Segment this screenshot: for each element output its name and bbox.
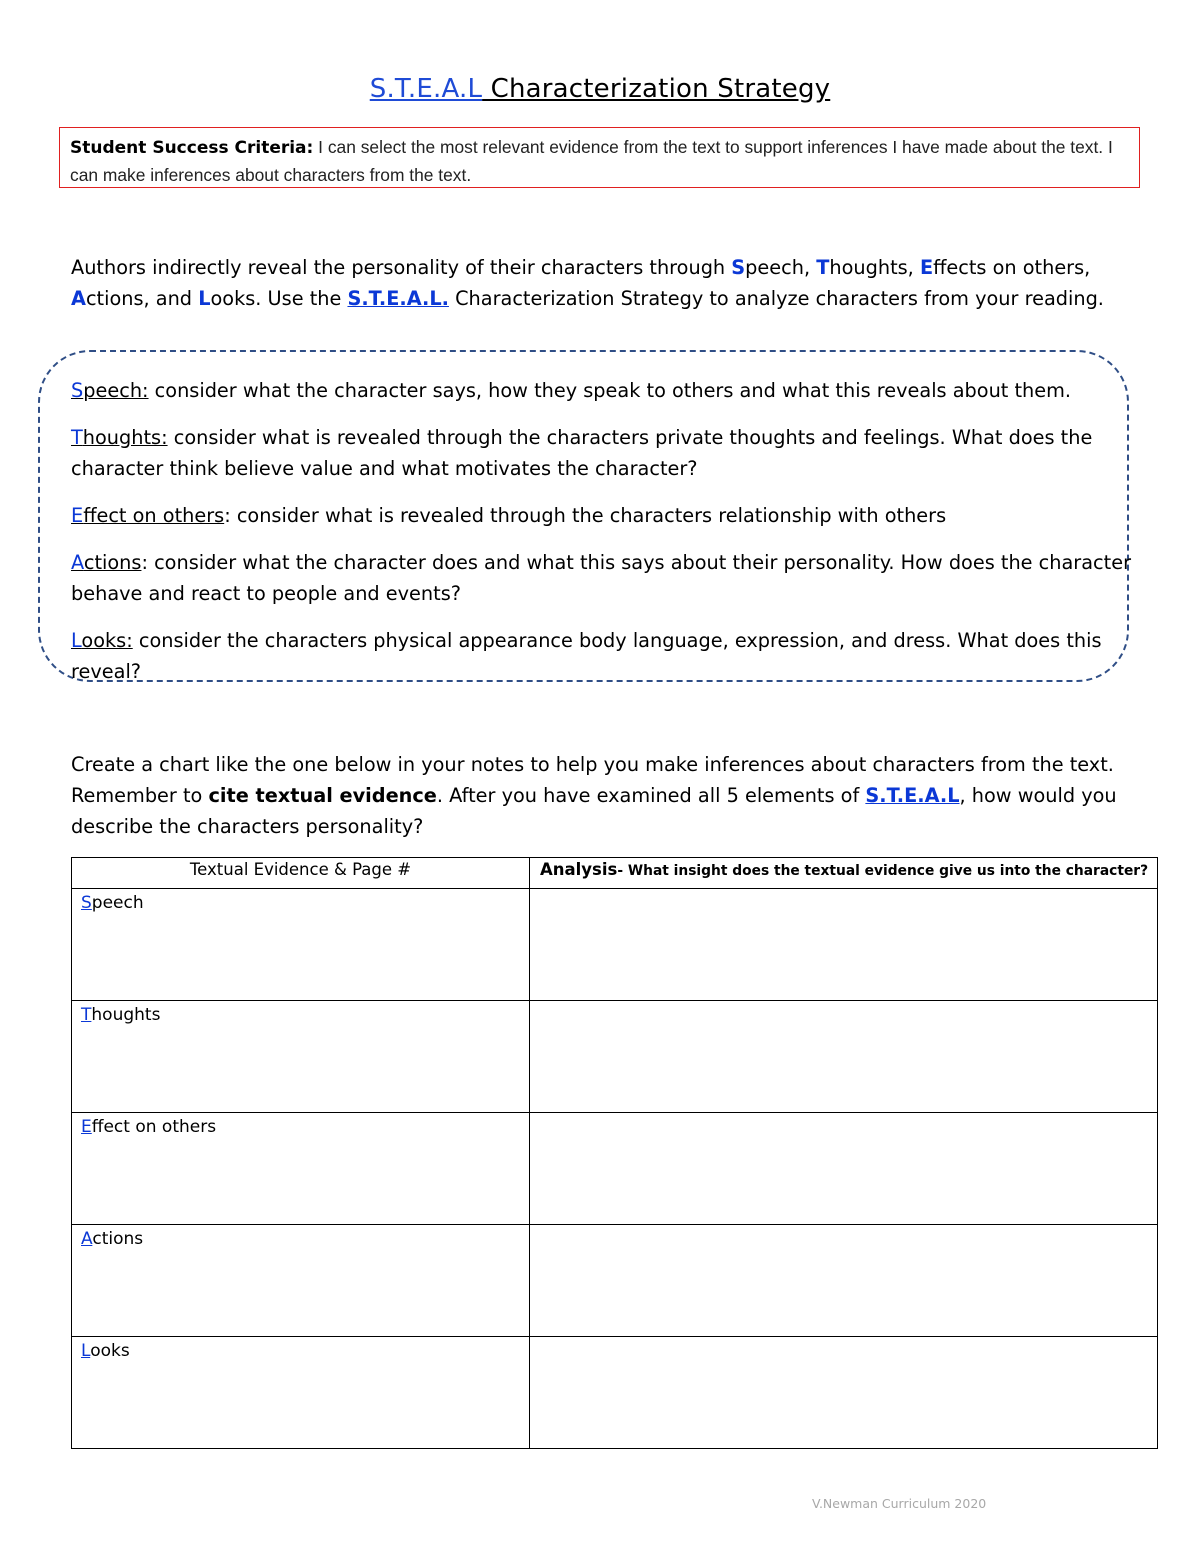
intro-letter-a: A <box>71 287 86 310</box>
intro-text: ffects on others, <box>933 256 1091 279</box>
evidence-cell-looks[interactable]: Looks <box>72 1337 530 1449</box>
analysis-cell-thoughts[interactable] <box>530 1001 1158 1113</box>
intro-paragraph <box>71 252 1131 314</box>
analysis-cell-looks[interactable] <box>530 1337 1158 1449</box>
analysis-cell-speech[interactable] <box>530 889 1158 1001</box>
analysis-cell-effect[interactable] <box>530 1113 1158 1225</box>
intro-text: peech, <box>745 256 817 279</box>
definition-actions: Actions: consider what the character does and what this says about their personality. How does the character behave and react to people and events? <box>71 551 1131 605</box>
intro-text: ctions, and <box>85 287 199 310</box>
steal-chart-table <box>71 857 1158 1449</box>
header-analysis: Analysis- What insight does the textual evidence give us into the character? <box>530 858 1158 889</box>
table-row <box>72 1225 1158 1337</box>
title-rest: Characterization Strategy <box>482 74 831 104</box>
analysis-cell-actions[interactable] <box>530 1225 1158 1337</box>
table-row <box>72 1337 1158 1449</box>
definition-speech: Speech: consider what the character says, how they speak to others and what this reveals about them. <box>71 379 1072 402</box>
evidence-cell-actions[interactable]: Actions <box>72 1225 530 1337</box>
intro-text: Authors indirectly reveal the personality of their characters through <box>71 256 732 279</box>
definition-thoughts: Thoughts: consider what is revealed through the characters private thoughts and feelings. What does the character think believe value and what motivates the character? <box>71 426 1093 480</box>
chart-instructions: Create a chart like the one below in your notes to help you make inferences about characters from the text. Remember to cite textual evidence. After you have examined all 5 elements of S.T.E.A.L, how would you describe the characters personality? <box>71 753 1117 838</box>
intro-text: ooks. Use the <box>210 287 348 310</box>
criteria-label: Student Success Criteria: <box>70 138 314 158</box>
chart-steal-acronym: S.T.E.A.L <box>865 784 960 807</box>
criteria-text: I can select the most relevant evidence from the text to support inferences I have made about the text. I can make inferences about characters from the text. <box>70 137 1113 185</box>
table-row <box>72 1001 1158 1113</box>
table-header-row <box>72 858 1158 889</box>
intro-steal-acronym: S.T.E.A.L. <box>347 287 449 310</box>
evidence-cell-speech[interactable]: Speech <box>72 889 530 1001</box>
definitions-list <box>71 375 1131 703</box>
success-criteria-box <box>59 127 1140 188</box>
intro-text: houghts, <box>829 256 920 279</box>
table-row <box>72 1113 1158 1225</box>
cite-evidence-emphasis: cite textual evidence <box>208 784 437 807</box>
definition-effect: Effect on others: consider what is revealed through the characters relationship with others <box>71 504 947 527</box>
intro-text: Characterization Strategy to analyze characters from your reading. <box>448 287 1104 310</box>
title-acronym: S.T.E.A.L <box>369 74 483 104</box>
intro-letter-t: T <box>816 256 830 279</box>
page-title <box>0 74 1200 104</box>
intro-letter-s: S <box>731 256 746 279</box>
evidence-cell-effect[interactable]: Effect on others <box>72 1113 530 1225</box>
definition-looks: Looks: consider the characters physical appearance body language, expression, and dress. What does this reveal? <box>71 629 1102 683</box>
intro-letter-l: L <box>198 287 211 310</box>
footer-credit: V.Newman Curriculum 2020 <box>812 1496 987 1511</box>
evidence-cell-thoughts[interactable]: Thoughts <box>72 1001 530 1113</box>
table-row <box>72 889 1158 1001</box>
header-evidence: Textual Evidence & Page # <box>72 858 530 889</box>
intro-letter-e: E <box>919 256 934 279</box>
